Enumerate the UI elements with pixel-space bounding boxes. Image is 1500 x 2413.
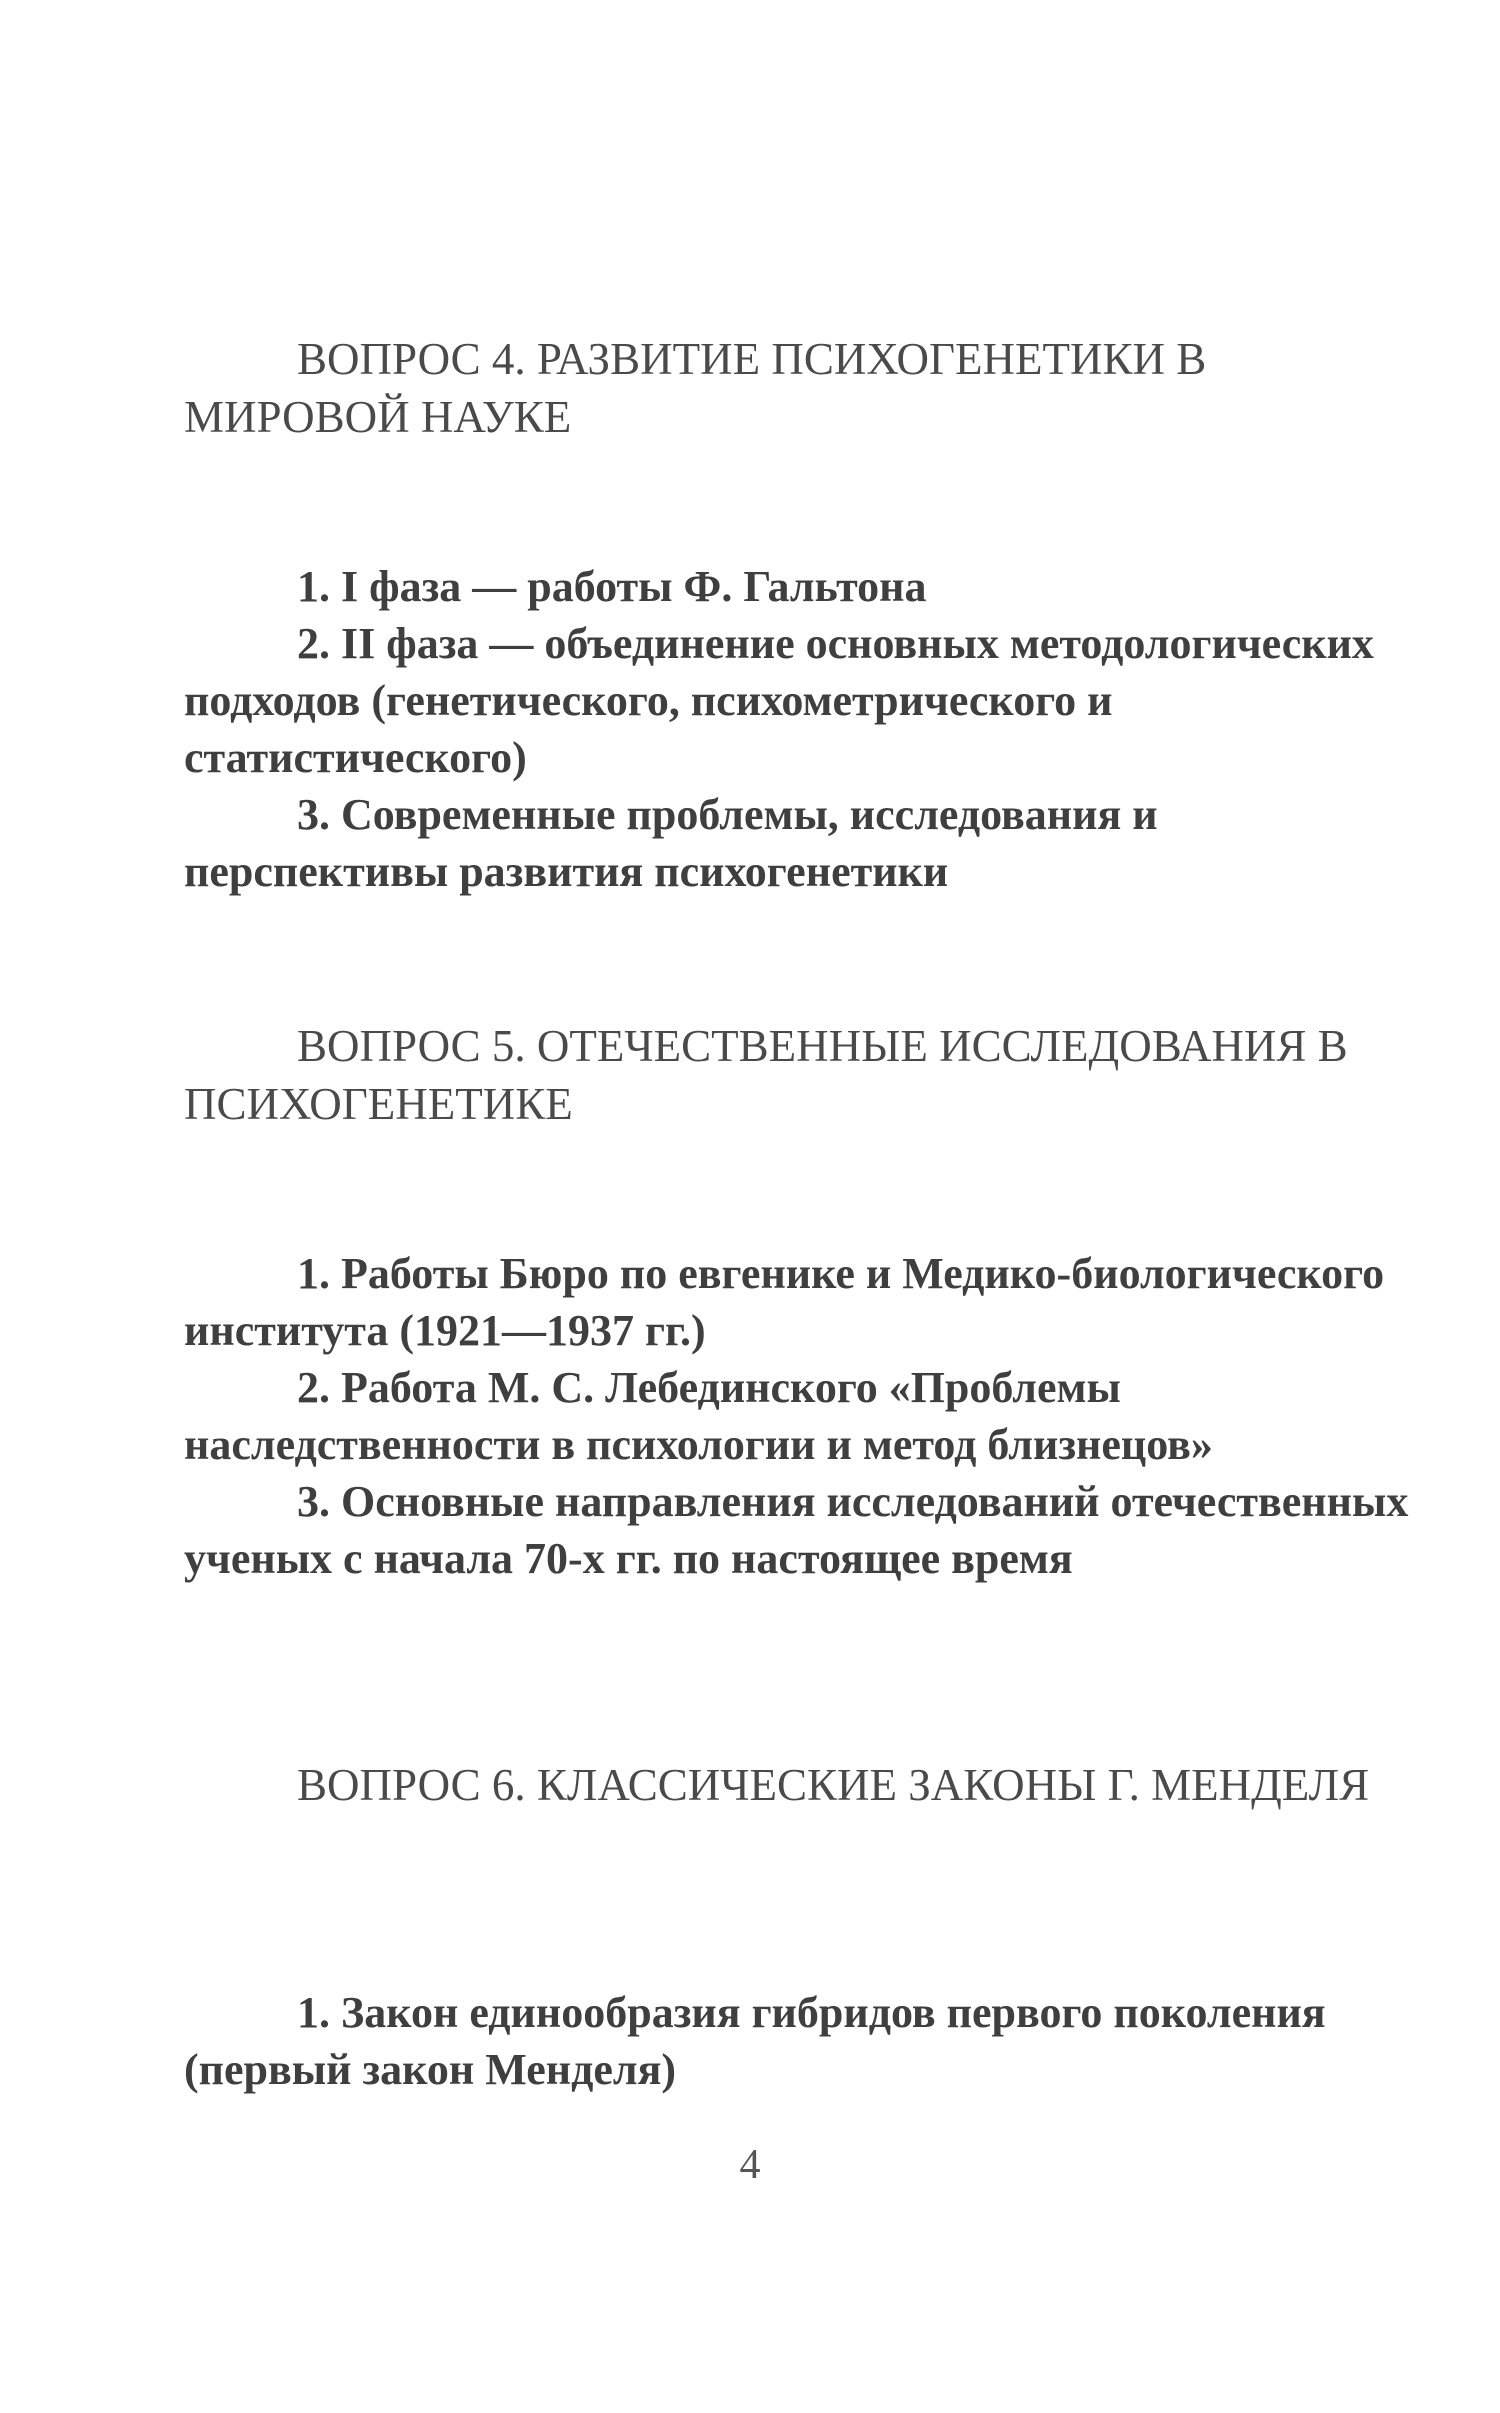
section-heading: ВОПРОС 4. РАЗВИТИЕ ПСИХОГЕНЕТИКИ В МИРОВОЙ НАУКЕ bbox=[184, 334, 1207, 442]
section-heading: ВОПРОС 6. КЛАССИЧЕСКИЕ ЗАКОНЫ Г. МЕНДЕЛЯ bbox=[297, 1760, 1370, 1810]
list-item: 3. Основные направления исследований отечественных ученых с начала 70-х гг. по настоящее время bbox=[184, 1477, 1409, 1583]
section-6-items bbox=[184, 1984, 1424, 2098]
list-item: 3. Современные проблемы, исследования и перспективы развития психогенетики bbox=[184, 790, 1158, 896]
list-item: 1. I фаза — работы Ф. Гальтона bbox=[297, 562, 927, 611]
page-number: 4 bbox=[739, 2142, 761, 2188]
section-6 bbox=[184, 1756, 1424, 1814]
section-4 bbox=[184, 330, 1424, 446]
section-4-items bbox=[184, 558, 1424, 900]
list-item: 2. Работа М. С. Лебединского «Проблемы наследственности в психологии и метод близнецов» bbox=[184, 1363, 1213, 1469]
list-item: 1. Работы Бюро по евгенике и Медико-биологического института (1921—1937 гг.) bbox=[184, 1249, 1385, 1355]
list-item: 2. II фаза — объединение основных методологических подходов (генетического, психометрического и статистического) bbox=[184, 619, 1374, 782]
list-item: 1. Закон единообразия гибридов первого поколения (первый закон Менделя) bbox=[184, 1988, 1326, 2094]
section-heading: ВОПРОС 5. ОТЕЧЕСТВЕННЫЕ ИССЛЕДОВАНИЯ В ПСИХОГЕНЕТИКЕ bbox=[184, 1021, 1348, 1129]
section-5 bbox=[184, 1017, 1424, 1133]
section-5-items bbox=[184, 1245, 1424, 1587]
